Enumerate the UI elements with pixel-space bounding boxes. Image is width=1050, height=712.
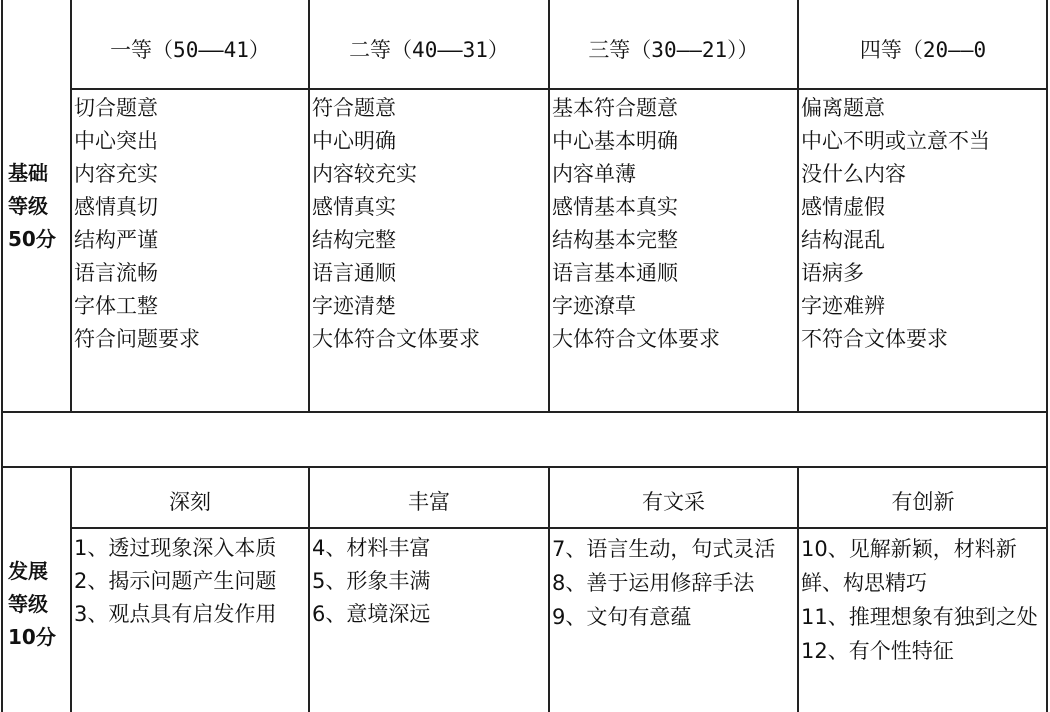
depth-header: 深刻 xyxy=(169,490,211,514)
criterion: 内容较充实 xyxy=(312,162,417,186)
criterion: 5、形象丰满 xyxy=(312,569,431,593)
richness-criteria xyxy=(312,532,430,631)
develop-label-line: 10分 xyxy=(8,625,56,649)
criterion: 4、材料丰富 xyxy=(312,536,431,560)
basic-label-line: 50分 xyxy=(8,227,56,251)
criterion: 内容充实 xyxy=(74,162,158,186)
innovation-criteria xyxy=(801,532,1044,668)
criterion: 9、文句有意蕴 xyxy=(552,605,692,629)
criterion: 大体符合文体要求 xyxy=(312,327,480,351)
grade-4-header: 四等（20——0 xyxy=(859,38,987,62)
depth-criteria xyxy=(74,532,276,631)
criterion: 感情虚假 xyxy=(801,195,885,219)
innovation-header: 有创新 xyxy=(891,490,955,514)
criterion: 10、见解新颖，材料新鲜、构思精巧 xyxy=(801,537,1017,595)
literary-grace-header: 有文采 xyxy=(642,490,705,514)
criterion: 感情真实 xyxy=(312,195,396,219)
criterion: 2、揭示问题产生问题 xyxy=(74,569,277,593)
header-divider-basic xyxy=(70,88,1048,90)
basic-label-line: 等级 xyxy=(8,194,48,218)
criterion: 语言通顺 xyxy=(312,261,396,285)
grade-3-header: 三等（30——21）） xyxy=(588,38,759,62)
criterion: 中心突出 xyxy=(74,129,158,153)
grade-4-criteria xyxy=(801,92,990,356)
criterion: 12、有个性特征 xyxy=(801,639,954,663)
criterion: 语病多 xyxy=(801,261,864,285)
literary-grace-criteria xyxy=(552,532,794,634)
grade-2-header: 二等（40——31） xyxy=(349,38,509,62)
develop-label-line: 发展 xyxy=(8,559,48,583)
header-divider-develop xyxy=(70,527,1048,529)
criterion: 切合题意 xyxy=(74,96,158,120)
criterion: 符合问题要求 xyxy=(74,327,200,351)
criterion: 偏离题意 xyxy=(801,96,885,120)
criterion: 结构严谨 xyxy=(74,228,158,252)
table-border-right xyxy=(1046,0,1048,712)
criterion: 没什么内容 xyxy=(801,162,906,186)
criterion: 结构基本完整 xyxy=(552,228,678,252)
criterion: 1、透过现象深入本质 xyxy=(74,536,277,560)
basic-label-line: 基础 xyxy=(8,161,48,185)
section-divider xyxy=(1,411,1048,413)
criterion: 字迹难辨 xyxy=(801,294,885,318)
criterion: 基本符合题意 xyxy=(552,96,678,120)
criterion: 7、语言生动，句式灵活 xyxy=(552,537,776,561)
criterion: 结构完整 xyxy=(312,228,396,252)
criterion: 感情基本真实 xyxy=(552,195,678,219)
criterion: 中心基本明确 xyxy=(552,129,678,153)
grade-2-criteria xyxy=(312,92,480,356)
criterion: 字迹潦草 xyxy=(552,294,636,318)
criterion: 语言基本通顺 xyxy=(552,261,678,285)
criterion: 字迹清楚 xyxy=(312,294,396,318)
criterion: 3、观点具有启发作用 xyxy=(74,602,277,626)
table-border-left xyxy=(1,0,3,712)
criterion: 中心明确 xyxy=(312,129,396,153)
criterion: 感情真切 xyxy=(74,195,158,219)
grade-1-header: 一等（50——41） xyxy=(110,38,270,62)
criterion: 大体符合文体要求 xyxy=(552,327,720,351)
criterion: 内容单薄 xyxy=(552,162,636,186)
criterion: 结构混乱 xyxy=(801,228,885,252)
criterion: 不符合文体要求 xyxy=(801,327,948,351)
grade-3-criteria xyxy=(552,92,720,356)
criterion: 语言流畅 xyxy=(74,261,158,285)
criterion: 中心不明或立意不当 xyxy=(801,129,990,153)
develop-label-line: 等级 xyxy=(8,592,48,616)
grade-1-criteria xyxy=(74,92,200,356)
criterion: 11、推理想象有独到之处 xyxy=(801,605,1038,629)
empty-row-divider xyxy=(1,466,1048,468)
criterion: 8、善于运用修辞手法 xyxy=(552,571,755,595)
basic-level-label xyxy=(8,157,68,256)
develop-level-label xyxy=(8,555,68,654)
criterion: 字体工整 xyxy=(74,294,158,318)
criterion: 符合题意 xyxy=(312,96,396,120)
richness-header: 丰富 xyxy=(408,490,450,514)
criterion: 6、意境深远 xyxy=(312,602,431,626)
